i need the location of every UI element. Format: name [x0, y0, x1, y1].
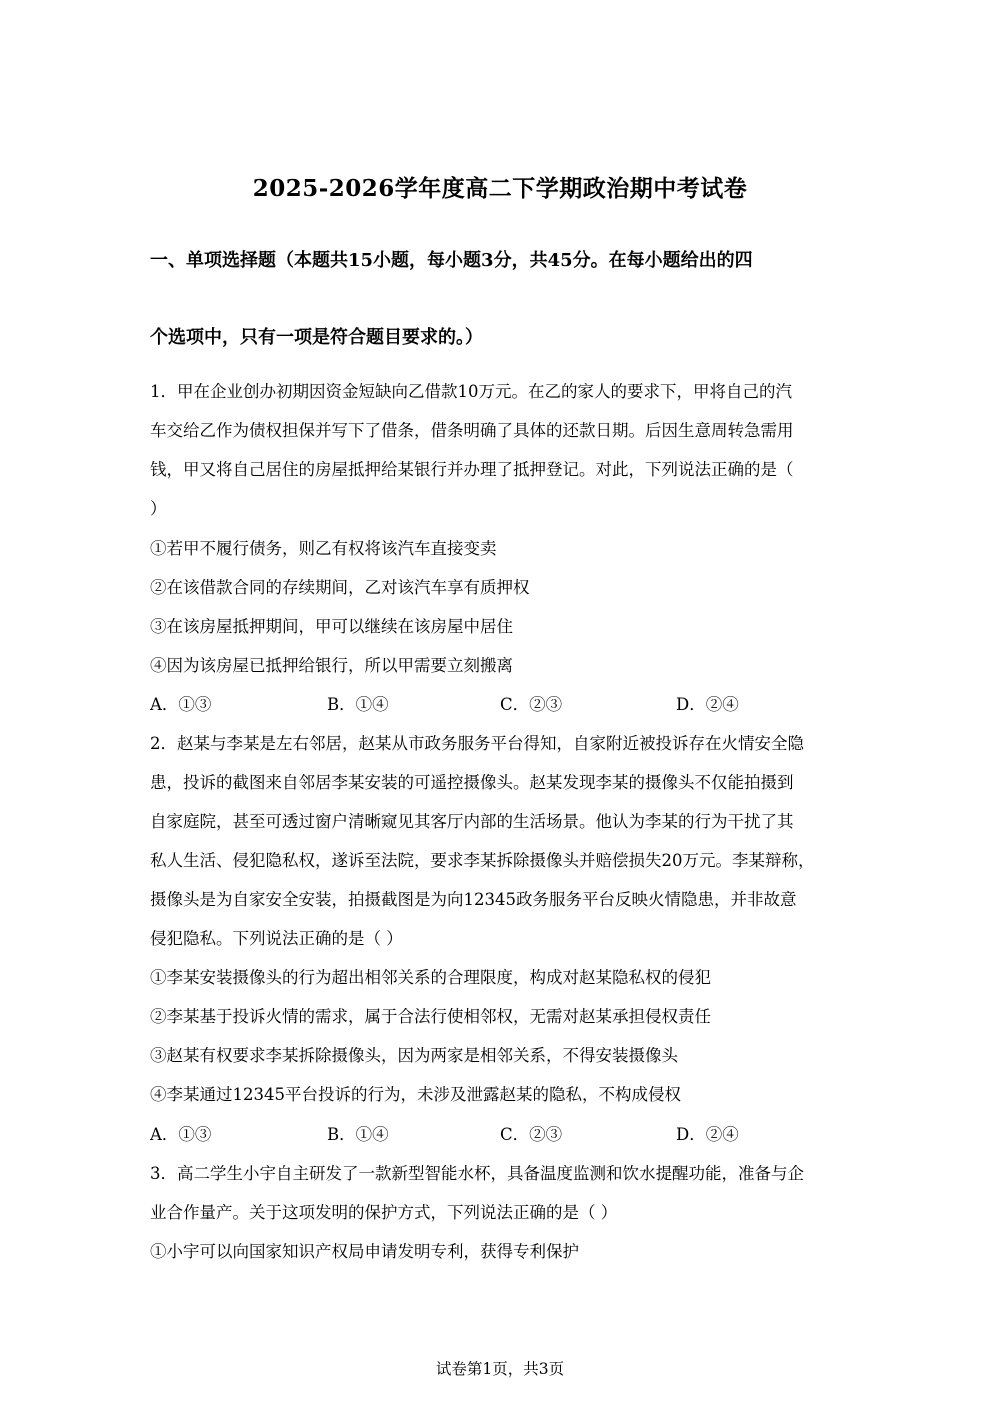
q2-statement: ①李某安装摄像头的行为超出相邻关系的合理限度，构成对赵某隐私权的侵犯 — [150, 968, 711, 987]
q2-stem-line: 私人生活、侵犯隐私权，遂诉至法院，要求李某拆除摄像头并赔偿损失20万元。李某辩称， — [150, 851, 815, 870]
q2-stem-line: 自家庭院，甚至可透过窗户清晰窥见其客厅内部的生活场景。他认为李某的行为干扰了其 — [150, 812, 794, 831]
page-title: 2025-2026学年度高二下学期政治期中考试卷 — [252, 175, 748, 202]
section-heading-line-1: 一、单项选择题（本题共15小题，每小题3分，共45分。在每小题给出的四 — [150, 250, 753, 271]
q2-stem-line: 摄像头是为自家安全安装，拍摄截图是为向12345政务服务平台反映火情隐患，并非故意 — [150, 890, 797, 909]
q2-stem-line: 侵犯隐私。下列说法正确的是（ ） — [150, 929, 403, 948]
q1-option-c: C．②③ — [500, 695, 563, 714]
q2-statement: ②李某基于投诉火情的需求，属于合法行使相邻权，无需对赵某承担侵权责任 — [150, 1007, 711, 1026]
q2-option-d: D．②④ — [676, 1125, 739, 1144]
q3-stem-line: 业合作量产。关于这项发明的保护方式，下列说法正确的是（ ） — [150, 1203, 618, 1222]
q2-option-c: C．②③ — [500, 1125, 563, 1144]
q1-stem-line: ） — [150, 499, 167, 518]
q2-option-a: A．①③ — [150, 1125, 212, 1144]
q3-stem-line: 3．高二学生小宇自主研发了一款新型智能水杯，具备温度监测和饮水提醒功能，准备与企 — [150, 1164, 804, 1183]
q2-statement: ③赵某有权要求李某拆除摄像头，因为两家是相邻关系，不得安装摄像头 — [150, 1046, 678, 1065]
q1-option-d: D．②④ — [676, 695, 739, 714]
q1-stem-line: 钱，甲又将自己居住的房屋抵押给某银行并办理了抵押登记。对此，下列说法正确的是（ — [150, 460, 794, 479]
q2-statement: ④李某通过12345平台投诉的行为，未涉及泄露赵某的隐私，不构成侵权 — [150, 1085, 681, 1104]
q1-stem-line: 1．甲在企业创办初期因资金短缺向乙借款10万元。在乙的家人的要求下，甲将自己的汽 — [150, 382, 792, 401]
q2-option-b: B．①④ — [327, 1125, 389, 1144]
q1-statement: ①若甲不履行债务，则乙有权将该汽车直接变卖 — [150, 539, 497, 558]
q2-stem-line: 2．赵某与李某是左右邻居，赵某从市政务服务平台得知，自家附近被投诉存在火情安全隐 — [150, 734, 804, 753]
q1-option-b: B．①④ — [327, 695, 389, 714]
section-heading-line-2: 个选项中，只有一项是符合题目要求的。） — [150, 327, 483, 348]
q1-statement: ④因为该房屋已抵押给银行，所以甲需要立刻搬离 — [150, 656, 513, 675]
page-footer: 试卷第1页，共3页 — [435, 1360, 565, 1378]
q1-statement: ③在该房屋抵押期间，甲可以继续在该房屋中居住 — [150, 617, 513, 636]
q2-stem-line: 患，投诉的截图来自邻居李某安装的可遥控摄像头。赵某发现李某的摄像头不仅能拍摄到 — [150, 773, 794, 792]
q3-statement: ①小宇可以向国家知识产权局申请发明专利，获得专利保护 — [150, 1242, 579, 1261]
q1-option-a: A．①③ — [150, 695, 212, 714]
q1-statement: ②在该借款合同的存续期间，乙对该汽车享有质押权 — [150, 578, 530, 597]
q1-stem-line: 车交给乙作为债权担保并写下了借条，借条明确了具体的还款日期。后因生意周转急需用 — [150, 421, 794, 440]
